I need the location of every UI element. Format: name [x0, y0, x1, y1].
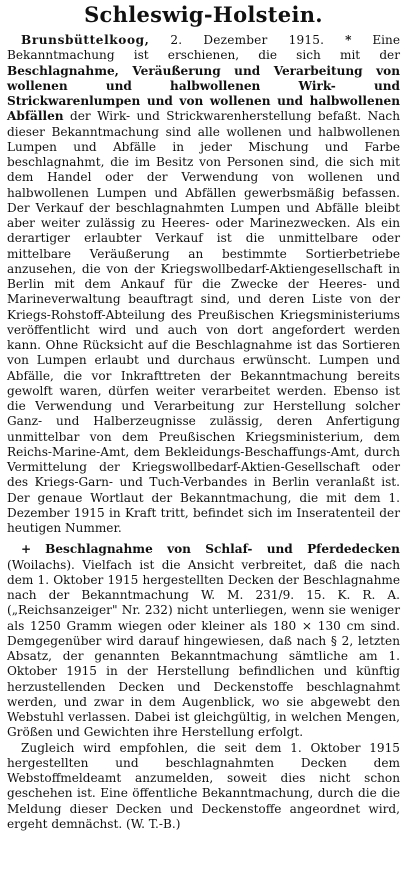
source-credit: (W. T.-B.): [126, 816, 181, 831]
paragraph-text: Eine Bekanntmachung ist erschienen, die sich mit der: [7, 33, 400, 63]
paragraph-wool-rags-notice: [7, 33, 400, 536]
headline: Schleswig-Holstein.: [84, 2, 323, 27]
paragraph-marker: +: [21, 542, 32, 557]
paragraph-bold-phrase: Beschlagnahme von Schlaf- und Pferdedecken: [45, 542, 400, 557]
paragraph-bold-phrase: Beschlagnahme, Veräußerung und Verarbeitung von wollenen und halbwollenen Wirk- und Strickwarenlumpen und von wollenen und halbwollenen Abfällen: [7, 63, 400, 124]
paragraph-registration: [7, 741, 400, 833]
dateline-place: Brunsbüttelkoog,: [21, 33, 150, 47]
paragraph-text: Zugleich wird empfohlen, die seit dem 1. Oktober 1915 hergestellten und beschlagnahmten Decken dem Webstoffmeldeamt anzumelden, soweit dies nicht schon geschehen ist. Eine öffentliche Bekanntmachung, durch die die Meldung dieser Decken und Deckenstoffe angeordnet wird, ergeht demnächst.: [7, 740, 400, 831]
paragraph-text: der Wirk- und Strickwarenherstellung befaßt. Nach dieser Bekanntmachung sind alle wollenen und halbwollenen Lumpen und Abfälle in jeder Mischung und Farbe beschlagnahmt, die im Besitz von Personen sind, die sich mit dem Handel oder der Verwendung von wollenen und halbwollenen Lumpen und Abfällen gewerbsmäßig befassen. Der Verkauf der beschlagnahmten Lumpen und Abfälle bleibt aber weiter zulässig zu Heeres- oder Marinezwecken. Als ein derartiger erlaubter Verkauf ist die unmittelbare oder mittelbare Veräußerung an bestimmte Sortierbetriebe anzusehen, die von der Kriegswollbedarf-Aktiengesellschaft in Berlin mit dem Ankauf für die Zwecke der Heeres- und Marineverwaltung beauftragt sind, und deren Liste von der Kriegs-Rohstoff-Abteilung des Preußischen Kriegsministeriums veröffentlicht wird und auch von dort angefordert werden kann. Ohne Rücksicht auf die Beschlagnahme ist das Sortieren von Lumpen erlaubt und durchaus erwünscht. Lumpen und Abfälle, die vor Inkrafttreten der Bekanntmachung bereits gewolft waren, dürfen weiter verarbeitet werden. Ebenso ist die Verwendung und Verarbeitung zur Herstellung solcher Ganz- und Halberzeugnisse zulässig, deren Anfertigung unmittelbar von dem Preußischen Kriegsministerium, dem Reichs-Marine-Amt, dem Bekleidungs-Beschaffungs-Amt, durch Vermittelung der Kriegswollbedarf-Aktien-Gesellschaft oder des Kriegs-Garn- und Tuch-Verbandes in Berlin veranlaßt ist. Der genaue Wortlaut der Bekanntmachung, die mit dem 1. Dezember 1915 in Kraft tritt, befindet sich im Inseratenteil der heutigen Nummer.: [7, 109, 400, 535]
dateline-date: 2. Dezember 1915.: [170, 33, 325, 47]
paragraph-marker: *: [345, 33, 352, 47]
paragraph-blankets-notice: [7, 542, 400, 740]
paragraph-text: (Woilachs). Vielfach ist die Ansicht verbreitet, daß die nach dem 1. Oktober 1915 hergestellten Decken der Beschlagnahme nach der Bekanntmachung W. M. 231/9. 15. K. R. A. („Reichsanzeiger" Nr. 232) nicht unterliegen, wenn sie weniger als 1250 Gramm wiegen oder kleiner als 180 × 130 cm sind. Demgegenüber wird darauf hingewiesen, daß nach § 2, letzten Absatz, der genannten Bekanntmachung sämtliche am 1. Oktober 1915 in der Herstellung befindlichen und künftig herzustellenden Decken und Deckenstoffe beschlagnahmt werden, und zwar in dem Augenblick, wo sie abgewebt den Webstuhl verlassen. Dabei ist gleichgültig, in welchen Mengen, Größen und Gewichten ihre Herstellung erfolgt.: [7, 557, 400, 740]
